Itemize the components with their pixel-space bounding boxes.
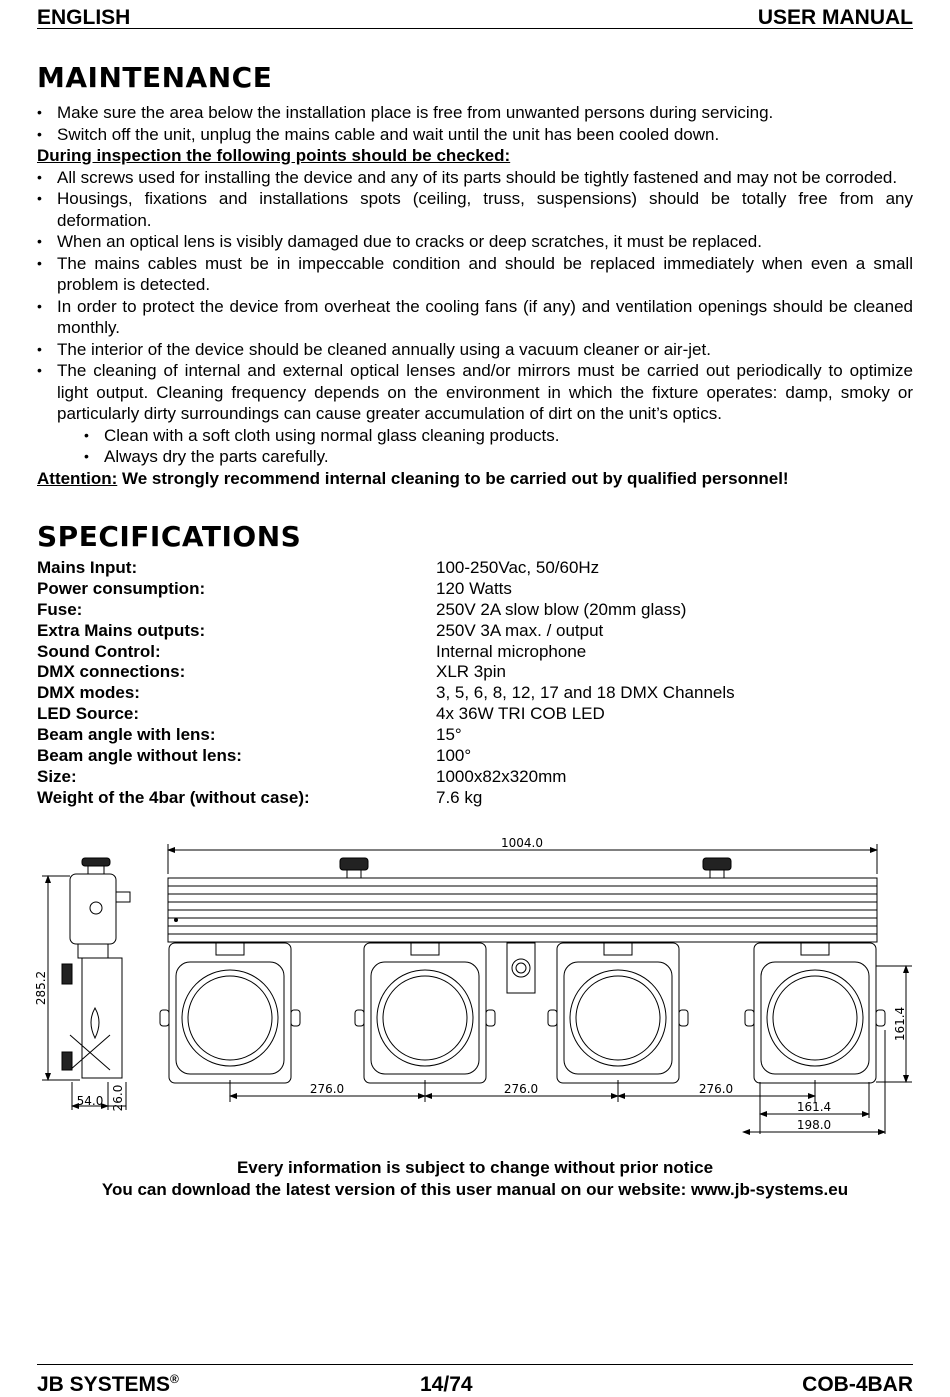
- page-footer: [37, 1364, 913, 1395]
- header-language: ENGLISH: [37, 5, 131, 29]
- spec-row: [37, 745, 913, 766]
- spec-value: 250V 3A max. / output: [436, 620, 604, 640]
- dim-depth-a: 54.0: [76, 1094, 104, 1108]
- attention-note: [37, 468, 913, 490]
- list-item: • The interior of the device should be cleaned annually using a vacuum cleaner or air-jet.: [37, 339, 913, 361]
- spec-key: Extra Mains outputs:: [37, 620, 206, 640]
- head-1: [160, 943, 300, 1083]
- spec-row: [37, 599, 913, 620]
- spec-key: DMX modes:: [37, 683, 140, 703]
- spec-key: Power consumption:: [37, 578, 206, 598]
- specifications-title: SPECIFICATIONS: [37, 520, 302, 553]
- list-item: • Make sure the area below the installation place is free from unwanted persons during servicing.: [37, 102, 913, 124]
- dim-depth-b: 26.0: [111, 1084, 125, 1112]
- notice: [0, 1157, 950, 1201]
- head-4: [745, 943, 885, 1083]
- registered-mark: ®: [170, 1371, 179, 1386]
- list-item: • Housings, fixations and installations spots (ceiling, truss, suspensions) should be totally free from any deformation.: [37, 188, 913, 231]
- spec-value: 100°: [436, 746, 472, 766]
- sub-list-item: • Clean with a soft cloth using normal glass cleaning products.: [37, 425, 913, 447]
- dim-spacing: 276.0: [698, 1082, 734, 1096]
- inspection-list: [37, 167, 913, 468]
- dim-spacing: 276.0: [503, 1082, 539, 1096]
- attention-text: We strongly recommend internal cleaning to be carried out by qualified personnel!: [117, 468, 789, 488]
- specifications-table: [37, 557, 913, 808]
- dim-head-bracket-width: 198.0: [796, 1118, 832, 1132]
- spec-row: [37, 703, 913, 724]
- spec-row: [37, 620, 913, 641]
- spec-value: 1000x82x320mm: [436, 766, 567, 786]
- spec-key: Fuse:: [37, 599, 83, 619]
- brand-name: JB SYSTEMS: [37, 1372, 171, 1396]
- list-item: • The cleaning of internal and external optical lenses and/or mirrors must be carried out periodically to optimize light output. Cleaning frequency depends on the environment in which the fixture operates: damp, smoky or particularly dirty surroundings can cause greater accumulation of dirt on the unit’s optics.: [37, 360, 913, 425]
- spec-row: [37, 766, 913, 787]
- head-3: [548, 943, 688, 1083]
- spec-row: [37, 578, 913, 599]
- spec-value: 4x 36W TRI COB LED: [436, 704, 605, 724]
- spec-key: Beam angle with lens:: [37, 725, 216, 745]
- dim-total-width: 1004.0: [501, 836, 543, 850]
- spec-value: 7.6 kg: [436, 787, 483, 807]
- spec-value: 15°: [436, 725, 462, 745]
- spec-value: 3, 5, 6, 8, 12, 17 and 18 DMX Channels: [436, 683, 735, 703]
- page-number: 14/74: [420, 1372, 473, 1396]
- list-item: • In order to protect the device from overheat the cooling fans (if any) and ventilation openings should be cleaned monthly.: [37, 296, 913, 339]
- list-item: • When an optical lens is visibly damaged due to cracks or deep scratches, it must be replaced.: [37, 231, 913, 253]
- page-content: [37, 60, 913, 808]
- footer-brand: [37, 1369, 179, 1396]
- spec-value: 250V 2A slow blow (20mm glass): [436, 599, 687, 619]
- header-manual-title: USER MANUAL: [757, 5, 913, 29]
- spec-row: [37, 641, 913, 662]
- footer-model: COB-4BAR: [802, 1372, 913, 1396]
- dim-head-height: 161.4: [893, 1006, 907, 1042]
- spec-row: [37, 682, 913, 703]
- spec-row: [37, 724, 913, 745]
- spec-value: 120 Watts: [436, 578, 512, 598]
- spec-key: DMX connections:: [37, 662, 186, 682]
- side-view: [62, 858, 130, 1078]
- spec-row: [37, 557, 913, 578]
- dimension-drawing: [0, 830, 950, 1140]
- list-item: • Switch off the unit, unplug the mains cable and wait until the unit has been cooled down.: [37, 124, 913, 146]
- spec-value: Internal microphone: [436, 641, 587, 661]
- spec-key: Size:: [37, 766, 77, 786]
- spec-key: Mains Input:: [37, 558, 138, 577]
- dim-head-width: 161.4: [796, 1100, 832, 1114]
- attention-label: Attention:: [37, 468, 118, 488]
- spec-key: Sound Control:: [37, 641, 161, 661]
- list-item: • The mains cables must be in impeccable condition and should be replaced immediately when even a small problem is detected.: [37, 253, 913, 296]
- spec-value: 100-250Vac, 50/60Hz: [436, 558, 600, 577]
- list-item: • All screws used for installing the device and any of its parts should be tightly fastened and may not be corroded.: [37, 167, 913, 189]
- sub-list-item: • Always dry the parts carefully.: [37, 446, 913, 468]
- inspection-heading: During inspection the following points should be checked:: [37, 146, 511, 165]
- spec-key: Weight of the 4bar (without case):: [37, 787, 310, 807]
- page-header: [37, 2, 913, 29]
- maintenance-title: MAINTENANCE: [37, 61, 273, 94]
- head-2: [355, 943, 495, 1083]
- spec-key: Beam angle without lens:: [37, 746, 242, 766]
- spec-key: LED Source:: [37, 704, 140, 724]
- notice-line: You can download the latest version of this user manual on our website: www.jb-systems.eu: [101, 1180, 849, 1199]
- dim-height: 285.2: [34, 970, 48, 1006]
- spec-row: [37, 787, 913, 808]
- dim-spacing: 276.0: [309, 1082, 345, 1096]
- spec-value: XLR 3pin: [436, 662, 506, 682]
- notice-line: Every information is subject to change without prior notice: [236, 1158, 714, 1177]
- maintenance-intro-list: [37, 102, 913, 145]
- spec-row: [37, 661, 913, 682]
